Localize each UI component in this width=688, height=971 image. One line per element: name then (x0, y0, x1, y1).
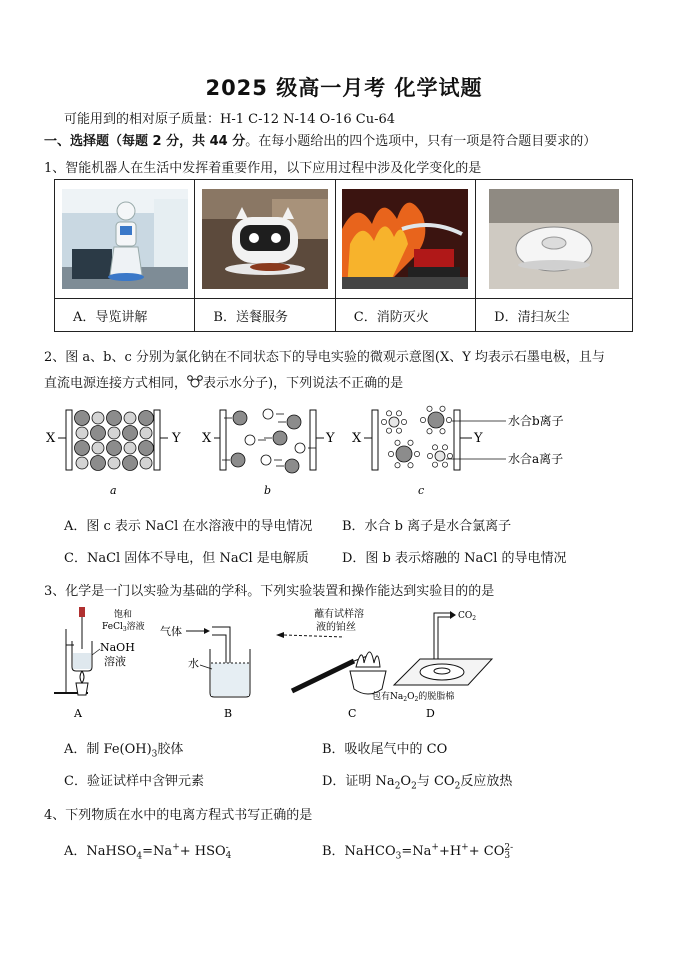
water-molecule (446, 417, 451, 422)
lattice-ion (75, 411, 90, 426)
water-molecule (440, 406, 445, 411)
svg-text:NaOH: NaOH (100, 641, 135, 654)
q4-stem: 4、下列物质在水中的电离方程式书写正确的是 (44, 808, 313, 823)
lattice-ion (140, 457, 152, 469)
fig-b-y-label: Y (326, 431, 335, 446)
svg-text:蘸有试样溶: 蘸有试样溶 (314, 609, 364, 620)
apparatus-a (54, 607, 145, 720)
q2-option-c[interactable]: C．NaCl 固体不导电，但 NaCl 是电解质 (64, 551, 309, 566)
water-molecule (420, 417, 425, 422)
q3-stem: 3、化学是一门以实验为基础的学科。下列实验装置和操作能达到实验目的的是 (44, 584, 495, 599)
apparatus-d-caption: D (426, 707, 435, 720)
free-ion (233, 411, 247, 425)
q4-option-a[interactable]: A．NaHSO$_4$=Na++ HSO - 4 (64, 842, 232, 862)
apparatus-d (372, 611, 492, 720)
water-molecule (427, 406, 432, 411)
free-ion (285, 459, 299, 473)
water-molecule (408, 440, 413, 445)
lattice-ion (76, 457, 88, 469)
q2-option-a[interactable]: A．图 c 表示 NaCl 在水溶液中的导电情况 (64, 519, 313, 534)
free-ion (273, 431, 287, 445)
fig-a-y-label: Y (172, 431, 181, 446)
lattice-ion (124, 412, 136, 424)
lattice-ion (140, 427, 152, 439)
page-title: 2025 级高一月考 化学试题 (205, 76, 483, 100)
q2-option-b[interactable]: B．水合 b 离子是水合氯离子 (342, 519, 512, 534)
q1-cell-b (195, 180, 335, 299)
apparatus-c (276, 607, 386, 720)
water-molecule (381, 419, 386, 424)
q2-figure-c (352, 406, 564, 497)
water-molecule (396, 411, 401, 416)
q1-option-d[interactable]: D．清扫灰尘 (476, 299, 633, 332)
q2-figure (44, 404, 604, 500)
free-ion (287, 415, 301, 429)
section-1-heading: 一、选择题（每题 2 分，共 44 分。在每小题给出的四个选项中，只有一项是符合题目要求的） (44, 134, 597, 149)
fig-c-x-label: X (352, 431, 362, 446)
water-molecule (427, 453, 432, 458)
delivery-robot-photo (202, 189, 328, 289)
q1-stem: 1、智能机器人在生活中发挥着重要作用，以下应用过程中涉及化学变化的是 (44, 161, 482, 176)
lattice-ion (139, 441, 154, 456)
lattice-ion (107, 411, 122, 426)
firefighting-robot-photo (342, 189, 468, 289)
svg-text:水: 水 (188, 657, 199, 670)
guide-robot-photo (62, 189, 188, 289)
sweeping-robot-photo (489, 189, 619, 289)
svg-text:气体: 气体 (160, 625, 182, 638)
q3-option-a[interactable]: A．制 $Fe(OH)_3$胶体 (64, 742, 184, 760)
water-molecule (386, 428, 391, 433)
free-ion (263, 409, 273, 419)
lattice-ion (107, 441, 122, 456)
water-molecule (442, 462, 447, 467)
lattice-ion (108, 457, 120, 469)
q2-option-d[interactable]: D．图 b 表示熔融的 NaCl 的导电情况 (342, 551, 567, 566)
water-molecule (432, 445, 437, 450)
q1-image-table (54, 179, 633, 332)
hydrated-ion-core (389, 417, 399, 427)
lattice-ion (139, 411, 154, 426)
fig-c-y-label: Y (474, 431, 483, 446)
q3-option-b[interactable]: B．吸收尾气中的 CO (322, 742, 448, 757)
water-molecule (414, 451, 419, 456)
q3-option-c[interactable]: C．验证试样中含钾元素 (64, 774, 204, 789)
lattice-ion (123, 456, 138, 471)
lattice-ion (124, 442, 136, 454)
lattice-ion (123, 426, 138, 441)
fig-a-x-label: X (46, 431, 56, 446)
water-molecule (388, 451, 393, 456)
water-molecule (408, 463, 413, 468)
water-molecule (432, 462, 437, 467)
q2-figure-a (46, 410, 181, 497)
water-molecule (427, 429, 432, 434)
q1-cell-c (335, 180, 475, 299)
lattice-ion (91, 456, 106, 471)
hydrated-ion-core (428, 412, 444, 428)
apparatus-b (160, 624, 250, 720)
water-molecule (395, 463, 400, 468)
water-molecule (396, 428, 401, 433)
fig-b-caption: b (264, 484, 272, 497)
q2-stem-line1: 2、图 a、b、c 分别为氯化钠在不同状态下的导电实验的微观示意图(X、Y 均表示石墨电极，且与 (44, 350, 605, 365)
hydrated-ion-core (396, 446, 412, 462)
water-molecule (395, 440, 400, 445)
lattice-ion (92, 442, 104, 454)
atomic-masses: 可能用到的相对原子质量：H-1 C-12 N-14 O-16 Cu-64 (64, 112, 396, 127)
hydrated-b-label: 水合b离子 (508, 414, 564, 428)
q3-option-d[interactable]: D．证明 $Na_2O_2$与 $CO_2$反应放热 (322, 774, 513, 792)
fig-c-caption: c (418, 484, 425, 497)
water-molecule-icon (187, 375, 203, 388)
apparatus-a-caption: A (74, 707, 82, 720)
svg-text:液的铂丝: 液的铂丝 (316, 622, 356, 633)
water-molecule (447, 453, 452, 458)
svg-text:溶液: 溶液 (104, 655, 126, 668)
free-ion (261, 455, 271, 465)
hydrated-a-label: 水合a离子 (508, 452, 564, 466)
water-molecule (401, 419, 406, 424)
water-molecule (386, 411, 391, 416)
svg-text:FeCl3溶液: FeCl$_3$溶液 (102, 622, 145, 633)
q2-stem-line2: 直流电源连接方式相同， 表示水分子)，下列说法不正确的是 (44, 376, 404, 391)
hydrated-ion-core (435, 451, 445, 461)
lattice-ion (75, 441, 90, 456)
apparatus-b-caption: B (224, 707, 233, 720)
lattice-ion (92, 412, 104, 424)
q1-option-c[interactable]: C．消防灭火 (335, 299, 475, 332)
fig-a-caption: a (110, 484, 117, 497)
q1-cell-a (55, 180, 195, 299)
q1-cell-d (476, 180, 633, 299)
q3-figure (44, 605, 514, 723)
free-ion (245, 435, 255, 445)
fig-b-x-label: X (202, 431, 212, 446)
svg-text:饱和: 饱和 (114, 610, 133, 620)
apparatus-c-caption: C (348, 707, 357, 720)
free-ion (231, 453, 245, 467)
svg-text:包有Na2O2的脱脂棉: 包有$Na_2O_2$的脱脂棉 (372, 692, 455, 703)
lattice-ion (108, 427, 120, 439)
q1-option-b[interactable]: B．送餐服务 (195, 299, 335, 332)
lattice-ion (91, 426, 106, 441)
water-molecule (442, 445, 447, 450)
q1-option-a[interactable]: A．导览讲解 (55, 299, 195, 332)
water-molecule (440, 429, 445, 434)
free-ion (295, 443, 305, 453)
q4-option-b[interactable]: B．NaHCO$_3$=Na++H++ CO 2- 3 (322, 842, 514, 862)
q2-figure-b (202, 409, 335, 497)
svg-text:CO2: $CO_2$ (458, 611, 477, 622)
lattice-ion (76, 427, 88, 439)
